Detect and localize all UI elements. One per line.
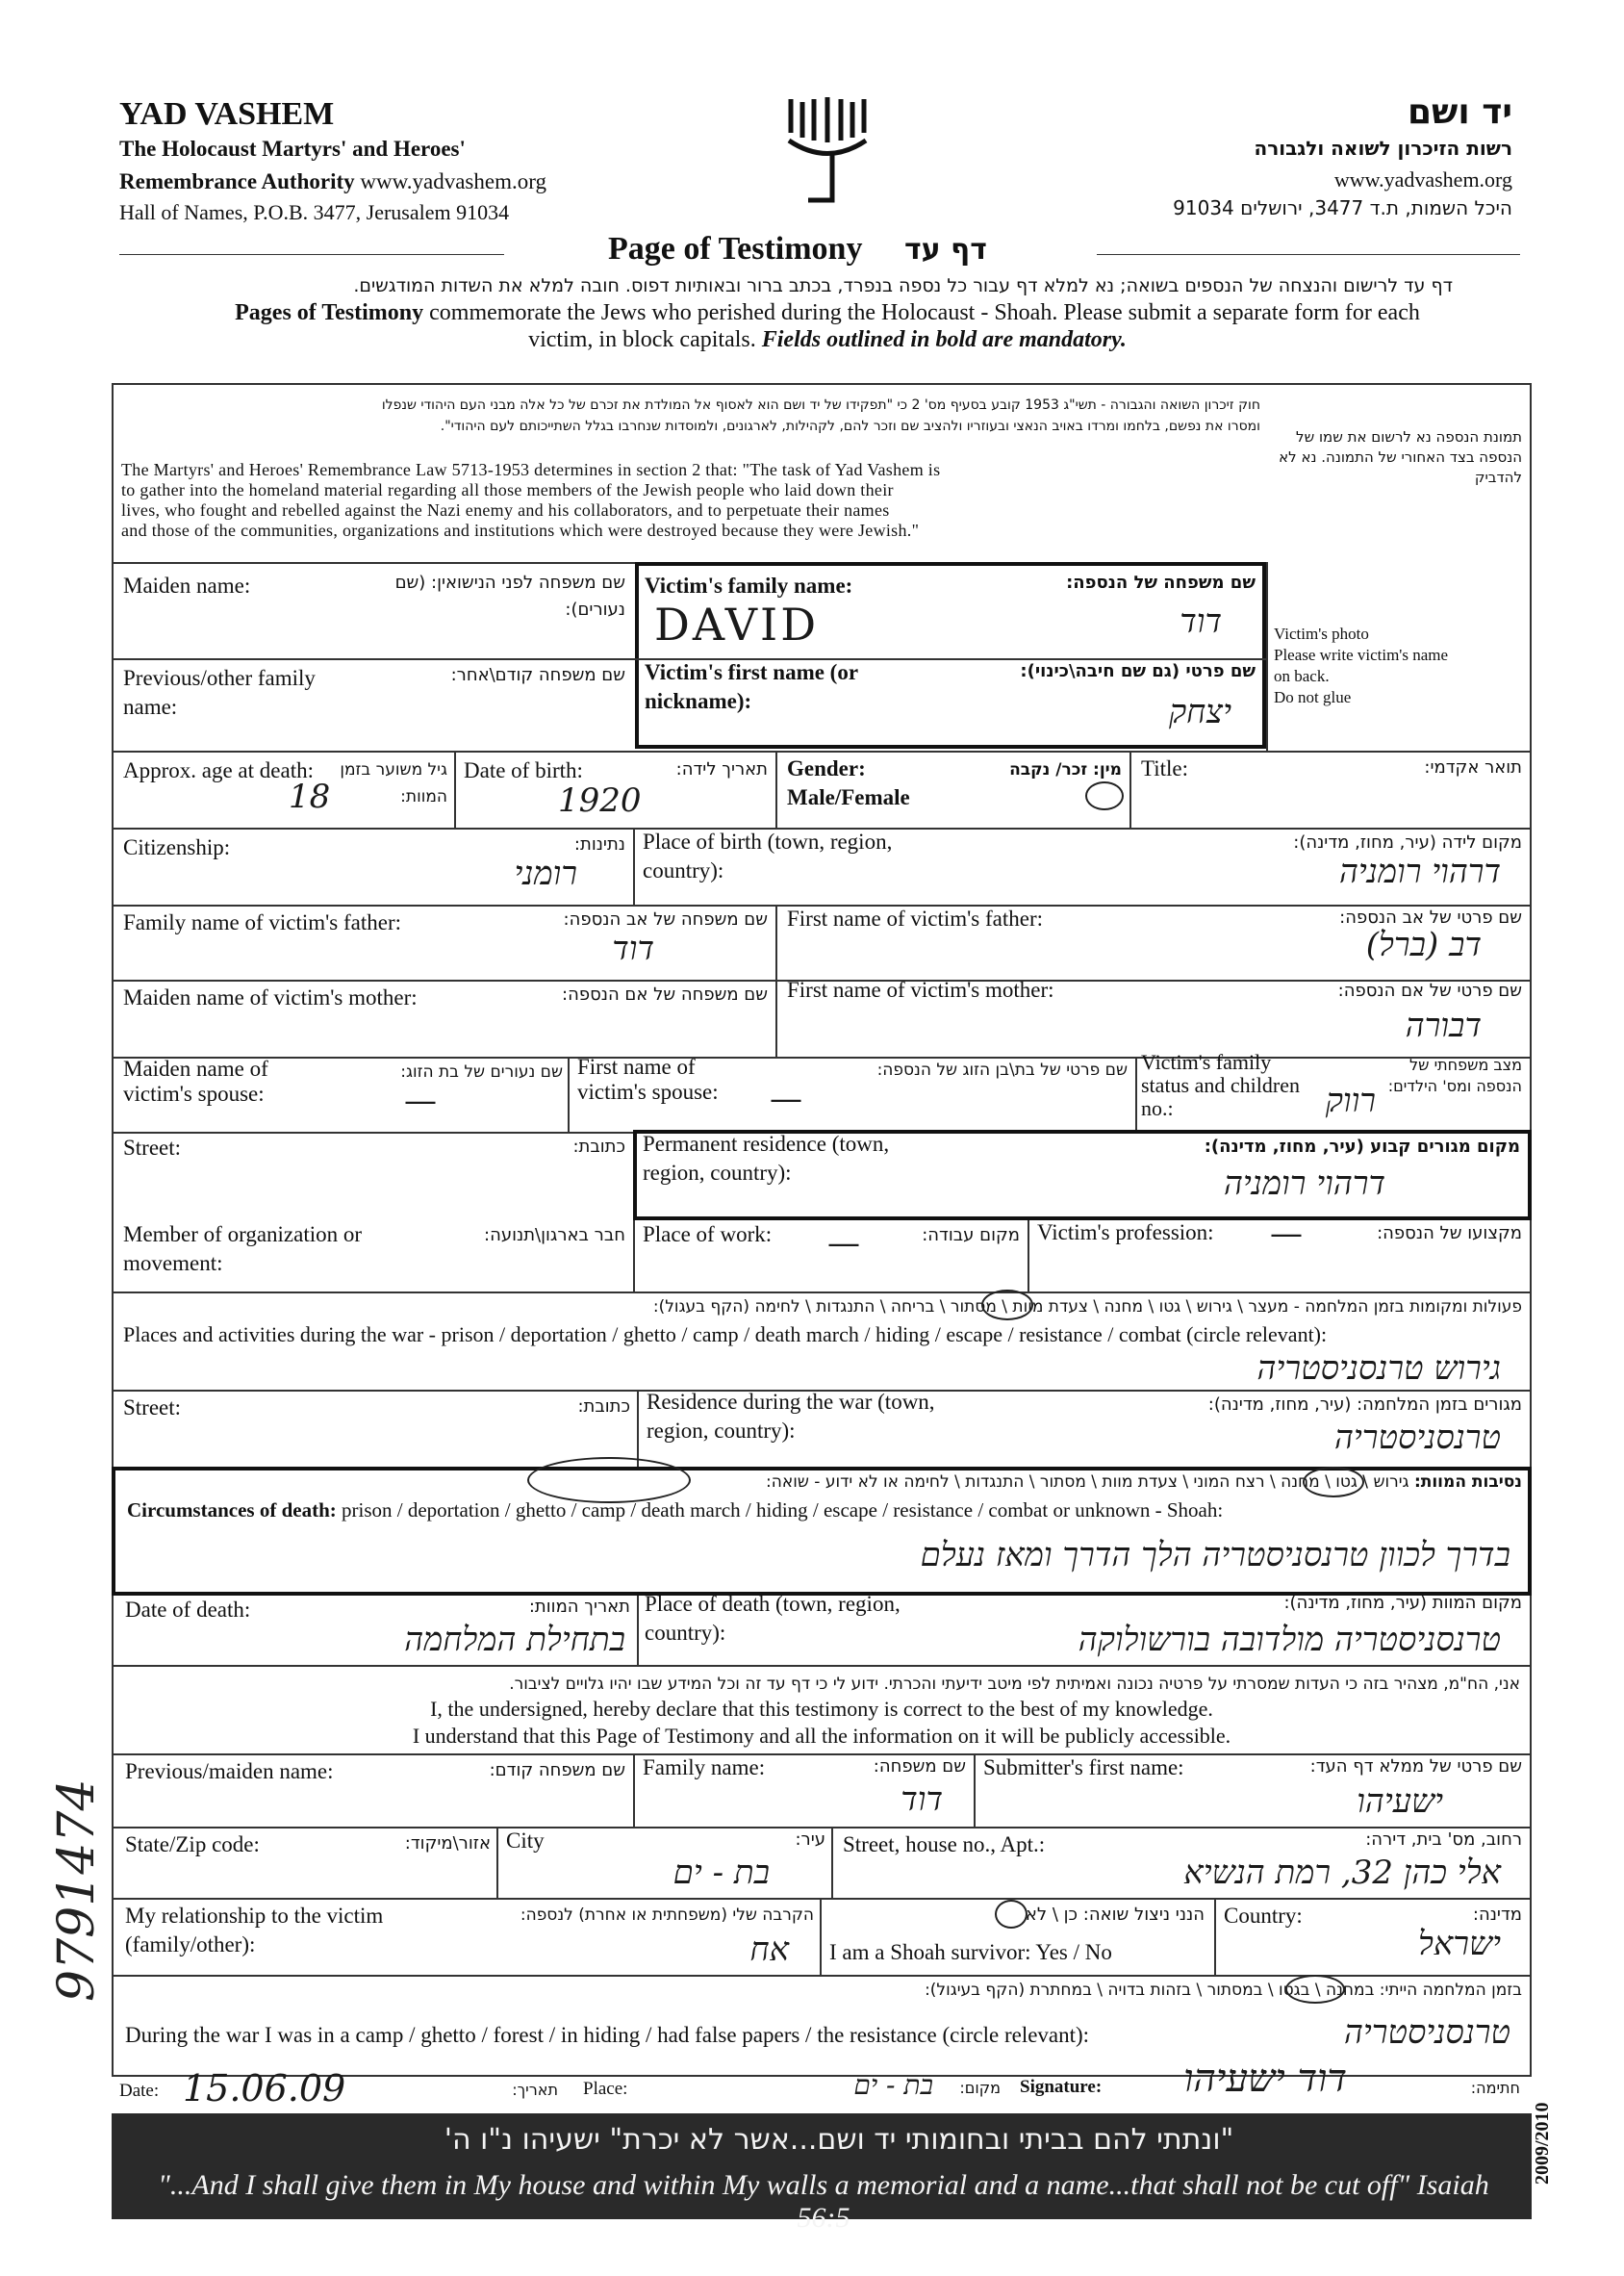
city-label: City bbox=[506, 1828, 545, 1853]
during-war-label-he: בזמן המלחמה הייתי: במחנה \ בגטו \ במסתור \ בזהות בדויה \ במחתרת (הקף בעיגול): bbox=[925, 1981, 1522, 2000]
maiden-name-label: Maiden name: bbox=[123, 574, 251, 598]
war-places-label: Places and activities during the war - prison / deportation / ghetto / camp / death march / hiding / escape / resistance / combat (circle relevant): bbox=[123, 1322, 1328, 1346]
title-label: Title: bbox=[1141, 756, 1189, 780]
photo-instructions-he: תמונת הנספה נא לרשום את שמו של הנספה בצד האחורי של התמונה. נא לא להדביק bbox=[1279, 428, 1522, 486]
family-status-value[interactable]: רווק bbox=[1325, 1082, 1376, 1120]
maiden-name-label-he: שם משפחה לפני הנישואין: (שם נעורים): bbox=[394, 573, 625, 620]
father-first-name-label: First name of victim's father: bbox=[787, 907, 1044, 931]
address-en: Hall of Names, P.O.B. 3477, Jerusalem 91034 bbox=[119, 200, 510, 224]
submitter-street-label-he: רחוב, מס' בית, דירה: bbox=[1365, 1829, 1522, 1850]
page-title: Page of Testimony bbox=[608, 231, 863, 267]
citizenship-value[interactable]: רומני bbox=[514, 855, 577, 893]
photo-instructions-en: Victim's photo Please write victim's name on back. Do not glue bbox=[1274, 625, 1449, 706]
permanent-residence-label: Permanent residence (town, region, country): bbox=[643, 1132, 890, 1185]
relationship-label: My relationship to the victim (family/other): bbox=[125, 1904, 384, 1956]
age-label: Approx. age at death: bbox=[123, 758, 314, 782]
date-label: Date: bbox=[119, 2081, 160, 2101]
profession-label: Victim's profession: bbox=[1037, 1220, 1214, 1244]
previous-family-name-label: Previous/other family name: bbox=[123, 666, 316, 719]
spouse-first-name-label-he: שם פרטי של בת\בן הזוג של הנספה: bbox=[876, 1061, 1128, 1080]
submitter-first-name-label-he: שם פרטי של ממלא דף העד: bbox=[1309, 1756, 1522, 1777]
place-of-birth-label-he: מקום לידה (עיר, מחוז, מדינה): bbox=[1293, 832, 1522, 853]
org-subtitle-en: The Holocaust Martyrs' and Heroes' bbox=[119, 137, 466, 161]
state-zip-label-he: אזור\מיקוד: bbox=[404, 1833, 491, 1854]
survivor-label-he: הנני ניצול שואה: כן \ לא bbox=[1025, 1905, 1205, 1925]
submitter-family-name-value[interactable]: דוד bbox=[901, 1780, 943, 1819]
place-of-work-label-he: מקום עבודה: bbox=[922, 1225, 1020, 1245]
war-street-label: Street: bbox=[123, 1395, 182, 1419]
mother-first-name-value[interactable]: דבורה bbox=[1405, 1007, 1482, 1045]
victim-family-name-label: Victim's family name: bbox=[645, 574, 853, 598]
dob-label: Date of birth: bbox=[464, 758, 583, 782]
permanent-residence-value[interactable]: דרהוי רומניה bbox=[1223, 1164, 1385, 1203]
victim-family-name-value[interactable]: DAVID bbox=[654, 599, 820, 651]
org-name-en: YAD VASHEM bbox=[119, 96, 335, 132]
date-of-death-label-he: תאריך המוות: bbox=[528, 1597, 630, 1617]
profession-label-he: מקצועו של הנספה: bbox=[1377, 1223, 1522, 1243]
father-family-name-value[interactable]: דוד bbox=[612, 930, 654, 968]
gender-label-he: מין: זכר/ נקבה bbox=[1009, 760, 1122, 780]
victim-first-name-value[interactable]: יצחק bbox=[1168, 693, 1231, 731]
place-value[interactable]: בת - ים bbox=[853, 2069, 933, 2101]
war-street-label-he: כתובת: bbox=[577, 1396, 630, 1417]
spouse-maiden-name-label: Maiden name of victim's spouse: bbox=[123, 1057, 268, 1106]
url-he-side: www.yadvashem.org bbox=[1333, 167, 1512, 192]
place-of-birth-value[interactable]: דרהוי רומניה bbox=[1338, 853, 1501, 891]
page-title-he: דף עד bbox=[904, 233, 987, 267]
permanent-residence-label-he: מקום מגורים קבוע (עיר, מחוז, מדינה): bbox=[1204, 1137, 1520, 1157]
father-first-name-value[interactable]: דב (ברל) bbox=[1365, 926, 1482, 964]
profession-value[interactable]: — bbox=[1270, 1215, 1303, 1253]
death-circumstances-label-he: נסיבות המוות: גירוש \ גטו \ מחנה \ רצח המוני \ צעדת מוות \ מסתור \ התנגדות \ לחימה או לא ידוע - שואה: bbox=[766, 1472, 1522, 1492]
during-war-camp-circle[interactable] bbox=[1285, 1975, 1345, 2004]
place-of-work-value[interactable]: — bbox=[827, 1224, 860, 1263]
state-zip-label: State/Zip code: bbox=[125, 1832, 260, 1856]
place-of-work-label: Place of work: bbox=[643, 1222, 773, 1246]
mother-first-name-label-he: שם פרטי של אם הנספה: bbox=[1337, 981, 1522, 1001]
city-value[interactable]: בת - ים bbox=[672, 1854, 770, 1892]
deportation-circle[interactable] bbox=[1303, 1467, 1364, 1497]
intro-he: דף עד לרישום והנצחה של הנספים בשואה; נא למלא דף עבור כל נספה בנפרד, בכתב ברור ובאותיות דפוס. חובה למלא את השדות המודגשים. bbox=[353, 275, 1453, 296]
country-label: Country: bbox=[1224, 1904, 1303, 1928]
date-label-he: תאריך: bbox=[512, 2081, 558, 2099]
mother-maiden-name-label-he: שם משפחה של אם הנספה: bbox=[562, 985, 768, 1005]
citizenship-label: Citizenship: bbox=[123, 835, 231, 859]
war-places-value[interactable]: גירוש טרנסניסטריה bbox=[1256, 1349, 1501, 1388]
submitter-previous-name-label-he: שם משפחה קודם: bbox=[489, 1760, 625, 1780]
date-value[interactable]: 15.06.09 bbox=[183, 2067, 346, 2110]
death-circumstances-label: Circumstances of death: prison / deportation / ghetto / camp / death march / hiding / escape / resistance / combat or unknown - Shoah: bbox=[127, 1498, 1224, 1522]
citizenship-label-he: נתינות: bbox=[573, 834, 625, 855]
death-circumstances-value[interactable]: בדרך לכוון טרנסניסטריה הלך הדרך ומאז נעלם bbox=[920, 1536, 1510, 1574]
place-of-death-label-he: מקום המוות (עיר, מחוז, מדינה): bbox=[1283, 1593, 1522, 1613]
footer-quote-en: "...And I shall give them in My house and within My walls a memorial and a name...that shall not be cut off" Isaiah 56:5 bbox=[158, 2169, 1489, 2234]
war-places-label-he: פעולות ומקומות בזמן המלחמה - מעצר \ גירוש \ גטו \ מחנה \ צעדת מוות \ מסתור \ בריחה \ התנגדות \ לחימה (הקף בעגול): bbox=[652, 1297, 1522, 1317]
footer-quote-banner bbox=[112, 2113, 1532, 2234]
submitter-street-value[interactable]: אלי כהן 32, רמת הנשיא bbox=[1183, 1854, 1501, 1892]
family-status-label: Victim's family status and children no.: bbox=[1141, 1050, 1300, 1120]
war-residence-label-he: מגורים בזמן המלחמה: (עיר, מחוז, מדינה): bbox=[1207, 1394, 1522, 1415]
title-label-he: תואר אקדמי: bbox=[1424, 757, 1522, 778]
victim-first-name-label-he: שם פרטי (גם שם חיבה\כינוי): bbox=[1020, 661, 1256, 681]
spouse-first-name-value[interactable]: — bbox=[770, 1080, 802, 1118]
spouse-maiden-name-value[interactable]: — bbox=[404, 1082, 437, 1120]
father-family-name-label-he: שם משפחה של אב הנספה: bbox=[563, 909, 768, 930]
country-value[interactable]: ישראל bbox=[1418, 1925, 1501, 1963]
org-subtitle-en-2: Remembrance Authority www.yadvashem.org bbox=[119, 169, 546, 193]
yad-vashem-logo bbox=[779, 94, 875, 210]
intro-en: Pages of Testimony commemorate the Jews who perished during the Holocaust - Shoah. Please submit a separate form for each bbox=[235, 300, 1420, 325]
place-of-death-label: Place of death (town, region, country): bbox=[645, 1592, 901, 1645]
edition-label: 2009/2010 bbox=[1532, 2102, 1553, 2185]
declaration-he: אני, הח"מ, מצהיר בזה כי העדות שמסרתי על פרטיה נכונה ואמיתית לפי מיטב ידיעתי והכרתי. ידוע לי כי דף עד זה וכל המידע שבו יהיו גלויים לציבור. bbox=[509, 1675, 1520, 1694]
street-label: Street: bbox=[123, 1136, 182, 1160]
signature-label: Signature: bbox=[1020, 2077, 1103, 2097]
place-label: Place: bbox=[583, 2079, 628, 2099]
during-war-value[interactable]: טרנסניסטריה bbox=[1343, 2013, 1510, 2052]
date-of-death-label: Date of death: bbox=[125, 1598, 251, 1622]
relationship-value[interactable]: אח bbox=[749, 1931, 789, 1969]
father-family-name-label: Family name of victim's father: bbox=[123, 910, 402, 934]
org-name-he: יד ושם bbox=[1407, 92, 1512, 132]
victim-first-name-label: Victim's first name (or nickname): bbox=[645, 660, 858, 713]
org-subtitle-he: רשות הזיכרון לשואה ולגבורה bbox=[1254, 137, 1512, 160]
footer-quote-he: "ונתתי להם בביתי ובחומותי יד ושם...אשר לא יכרת" ישעיהו נ"ו ה' bbox=[444, 2123, 1234, 2157]
mother-first-name-label: First name of victim's mother: bbox=[787, 978, 1054, 1002]
victim-family-name-label-he: שם משפחה של הנספה: bbox=[1066, 573, 1256, 593]
submitter-family-name-label-he: שם משפחה: bbox=[873, 1756, 966, 1777]
war-residence-label: Residence during the war (town, region, country): bbox=[647, 1390, 935, 1443]
spouse-first-name-label: First name of victim's spouse: bbox=[577, 1055, 719, 1104]
place-of-death-value[interactable]: טרנסניסטריה מולדובה בורשולוקה bbox=[1078, 1621, 1501, 1659]
registration-number: 9791474 bbox=[48, 1778, 106, 2002]
gender-male-circle[interactable] bbox=[1085, 781, 1124, 810]
place-label-he: מקום: bbox=[959, 2079, 1001, 2097]
submitter-first-name-label: Submitter's first name: bbox=[983, 1755, 1184, 1779]
organization-label-he: חבר בארגון\תנועה: bbox=[484, 1225, 625, 1245]
age-value[interactable]: 18 bbox=[289, 778, 331, 816]
relationship-label-he: הקרבה שלי (משפחתית או אחרת) לנספה: bbox=[520, 1905, 814, 1925]
war-places-camp-circle[interactable] bbox=[981, 1290, 1033, 1320]
war-residence-value[interactable]: טרנסניסטריה bbox=[1333, 1419, 1501, 1457]
mother-maiden-name-label: Maiden name of victim's mother: bbox=[123, 985, 418, 1010]
address-he: היכל השמות, ת.ד 3477, ירושלים 91034 bbox=[1173, 196, 1512, 219]
survivor-yes-circle[interactable] bbox=[995, 1900, 1028, 1929]
place-of-birth-label: Place of birth (town, region, country): bbox=[643, 830, 893, 882]
dob-label-he: תאריך לידה: bbox=[675, 759, 768, 780]
signature-label-he: חתימה: bbox=[1470, 2079, 1520, 2097]
country-label-he: מדינה: bbox=[1472, 1905, 1522, 1925]
age-label-he: גיל משוער בזמן המוות: bbox=[340, 760, 447, 806]
during-war-label: During the war I was in a camp / ghetto / forest / in hiding / had false papers / the resistance (circle relevant): bbox=[125, 2023, 1090, 2047]
family-status-label-he: מצב משפחתי של הנספה ומס' הילדים: bbox=[1387, 1056, 1522, 1095]
submitter-first-name-value[interactable]: ישעיהו bbox=[1357, 1782, 1443, 1821]
signature-value[interactable]: דוד ישעיהו bbox=[1183, 2057, 1347, 2101]
spouse-maiden-name-label-he: שם נעורים של בת הזוג: bbox=[400, 1062, 563, 1082]
previous-family-name-label-he: שם משפחה קודם\אחר: bbox=[450, 665, 625, 685]
city-label-he: עיר: bbox=[795, 1829, 825, 1850]
law-he-1: חוק זיכרון השואה והגבורה - תשי"ג 1953 קובע בסעיף מס' 2 כי "תפקידו של יד ושם הוא לאסוף אל המולדת את זכרם של כל אלה מבני העם היהודי שנפלו bbox=[381, 397, 1260, 413]
street-label-he: כתובת: bbox=[572, 1137, 625, 1157]
survivor-label: I am a Shoah survivor: Yes / No bbox=[829, 1940, 1112, 1964]
victim-family-name-value-he[interactable]: דוד bbox=[1180, 602, 1222, 641]
father-first-name-label-he: שם פרטי של אב הנספה: bbox=[1339, 908, 1522, 928]
declaration-en: I, the undersigned, hereby declare that this testimony is correct to the best of my knowledge. I understand that this Page of Testimony and all the information on it will be publicly accessible. bbox=[412, 1697, 1231, 1748]
law-he-2: ומסרו את נפשם, בלחמו ומרדו באויב הנאצי ובעוזריו ולהציב שם וזכר להם, לקהילות, לארגונים, ולמוסדות שנחרבו בגלל השתייכותם לעם היהודי". bbox=[440, 419, 1260, 434]
intro-en-2: victim, in block capitals. Fields outlined in bold are mandatory. bbox=[528, 327, 1127, 352]
organization-label: Member of organization or movement: bbox=[123, 1222, 363, 1275]
date-of-death-value[interactable]: בתחילת המלחמה bbox=[404, 1621, 625, 1659]
submitter-street-label: Street, house no., Apt.: bbox=[843, 1832, 1046, 1856]
submitter-previous-name-label: Previous/maiden name: bbox=[125, 1759, 334, 1783]
submitter-family-name-label: Family name: bbox=[643, 1755, 766, 1779]
law-en: The Martyrs' and Heroes' Remembrance Law 5713-1953 determines in section 2 that: "The task of Yad Vashem is to gather into the homeland material regarding all those members of the Jewish people who laid down their lives, who fought and rebelled against the Nazi enemy and his collaborators, and to perpetuate their names and those of the communities, organizations and institutions which were destroyed because they were Jewish." bbox=[121, 460, 941, 540]
gender-label: Gender: Male/Female bbox=[787, 756, 910, 809]
dob-value[interactable]: 1920 bbox=[558, 781, 642, 820]
